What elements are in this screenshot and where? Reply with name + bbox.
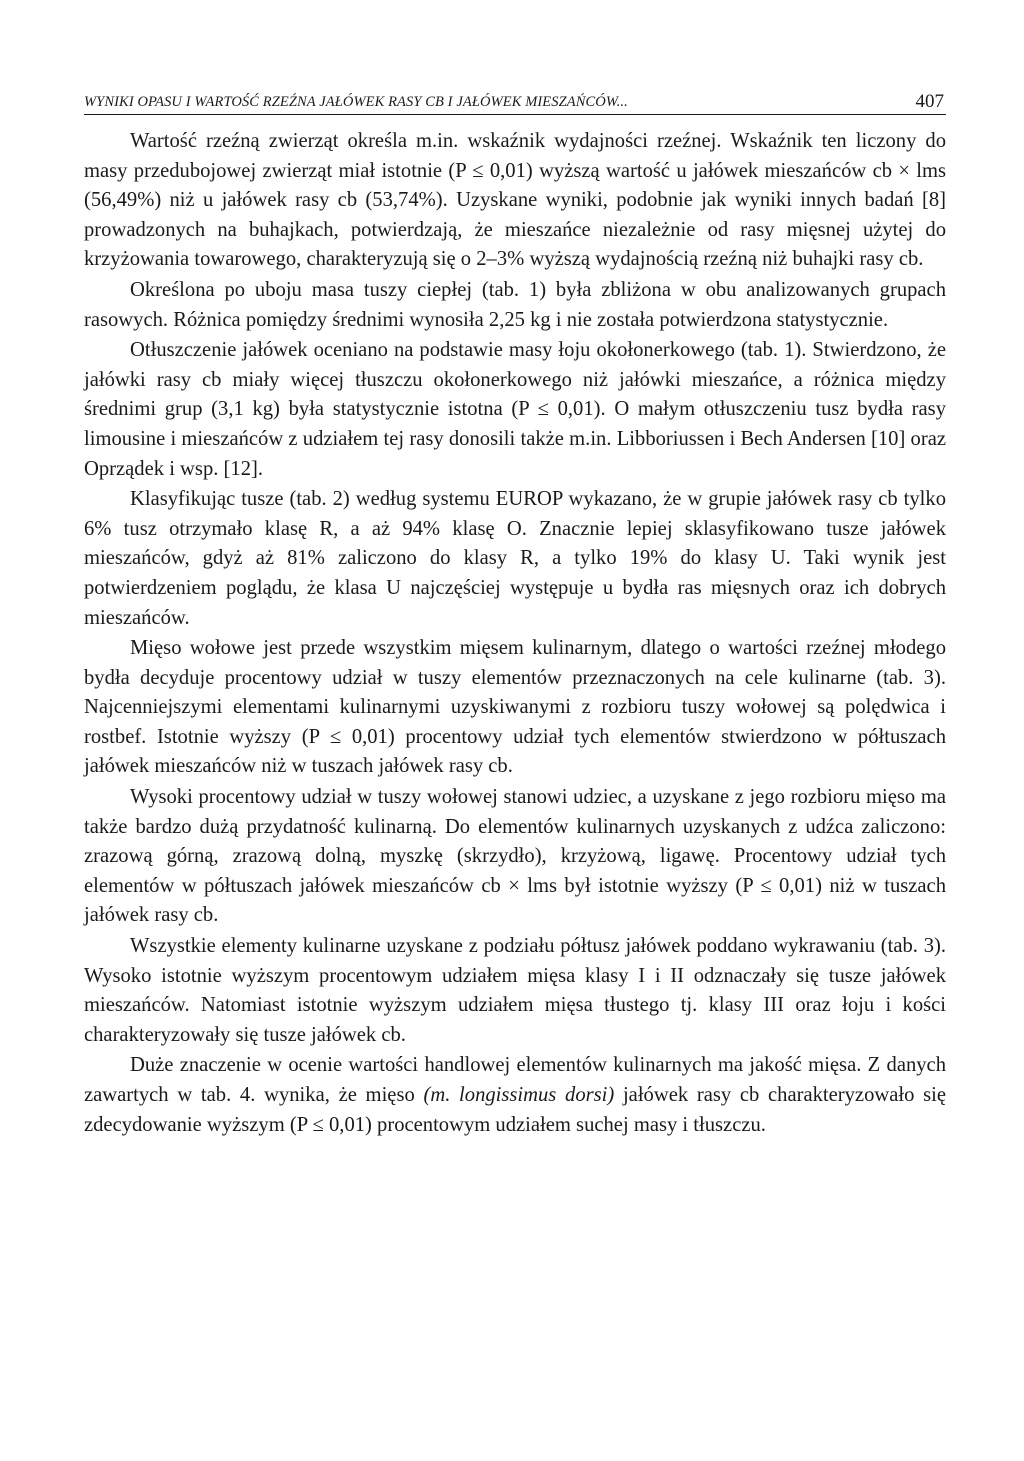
paragraph-round-elements: Wysoki procentowy udział w tuszy wołowej stanowi udziec, a uzyskane z jego rozbioru mięso ma także bardzo dużą przydatność kulinarną. Do elementów kulinarnych uzyskanych z udźca zaliczono: zrazową górną, zrazową dolną, myszkę (skrzydło), krzyżową, ligawę. Procentowy udział tych elementów w półtuszach jałówek mieszańców cb × lms był istotnie wyższy (P ≤ 0,01) niż w tuszach jałówek rasy cb.: [84, 786, 946, 927]
paragraph-fatness: Otłuszczenie jałówek oceniano na podstawie masy łoju okołonerkowego (tab. 1). Stwierdzono, że jałówki rasy cb miały więcej tłuszczu okołonerkowego niż jałówki mieszańce, a różnica między średnimi grup (3,1 kg) była statystycznie istotna (P ≤ 0,01). O małym otłuszczeniu tusz bydła rasy limousine i mieszańców z udziałem tej rasy donosili także m.in. Libboriussen i Bech Andersen [10] oraz Oprządek i wsp. [12].: [84, 339, 946, 480]
muscle-name-italic: (m. longissimus dorsi): [423, 1084, 615, 1106]
paragraph-meat-quality: [84, 1051, 946, 1140]
meat-quality-text-end: jałówek rasy cb charakteryzowało się zdecydowanie wyższym (P ≤ 0,01) procentowym udziałem suchej masy i tłuszczu.: [84, 1084, 946, 1136]
paragraph-trimming: Wszystkie elementy kulinarne uzyskane z podziału półtusz jałówek poddano wykrawaniu (tab. 3). Wysoko istotnie wyższym procentowym udziałem mięsa klasy I i II odznaczały się tusze jałówek mieszańców. Natomiast istotnie wyższym udziałem mięsa tłustego tj. klasy III oraz łoju i kości charakteryzowały się tusze jałówek cb.: [84, 935, 946, 1046]
paragraph-europ-classification: Klasyfikując tusze (tab. 2) według systemu EUROP wykazano, że w grupie jałówek rasy cb tylko 6% tusz otrzymało klasę R, a aż 94% klasę O. Znacznie lepiej sklasyfikowano tusze jałówek mieszańców, gdyż aż 81% zaliczono do klasy R, a tylko 19% do klasy U. Taki wynik jest potwierdzeniem poglądu, że klasa U najczęściej występuje u bydła ras mięsnych oraz ich dobrych mieszańców.: [84, 488, 946, 629]
page: [84, 92, 946, 1140]
paragraph-warm-carcass-weight: Określona po uboju masa tuszy ciepłej (tab. 1) była zbliżona w obu analizowanych grupach rasowych. Różnica pomiędzy średnimi wynosiła 2,25 kg i nie została potwierdzona statystycznie.: [84, 278, 946, 331]
running-header: [84, 92, 946, 115]
page-number: 407: [915, 91, 944, 112]
paragraph-culinary-elements: Mięso wołowe jest przede wszystkim mięsem kulinarnym, dlatego o wartości rzeźnej młodego bydła decyduje procentowy udział w tuszy elementów przeznaczonych na cele kulinarne (tab. 3). Najcenniejszymi elementami kulinarnymi uzyskiwanymi z rozbioru tuszy wołowej są polędwica i rostbef. Istotnie wyższy (P ≤ 0,01) procentowy udział tych elementów stwierdzono w półtuszach jałówek mieszańców niż w tuszach jałówek rasy cb.: [84, 637, 946, 778]
body-text: [84, 127, 946, 1140]
running-title: WYNIKI OPASU I WARTOŚĆ RZEŹNA JAŁÓWEK RASY CB I JAŁÓWEK MIESZAŃCÓW...: [84, 94, 628, 110]
paragraph-dressing-percentage: Wartość rzeźną zwierząt określa m.in. wskaźnik wydajności rzeźnej. Wskaźnik ten liczony do masy przedubojowej zwierząt miał istotnie (P ≤ 0,01) wyższą wartość u jałówek mieszańców cb × lms (56,49%) niż u jałówek rasy cb (53,74%). Uzyskane wyniki, podobnie jak wyniki innych badań [8] prowadzonych na buhajkach, potwierdzają, że mieszańce niezależnie od rasy mięsnej użytej do krzyżowania towarowego, charakteryzują się o 2–3% wyższą wydajnością rzeźną niż buhajki rasy cb.: [84, 130, 946, 271]
meat-quality-text-start: Duże znaczenie w ocenie wartości handlowej elementów kulinarnych ma jakość mięsa. Z danych zawartych w tab. 4. wynika, że mięso: [84, 1054, 946, 1106]
